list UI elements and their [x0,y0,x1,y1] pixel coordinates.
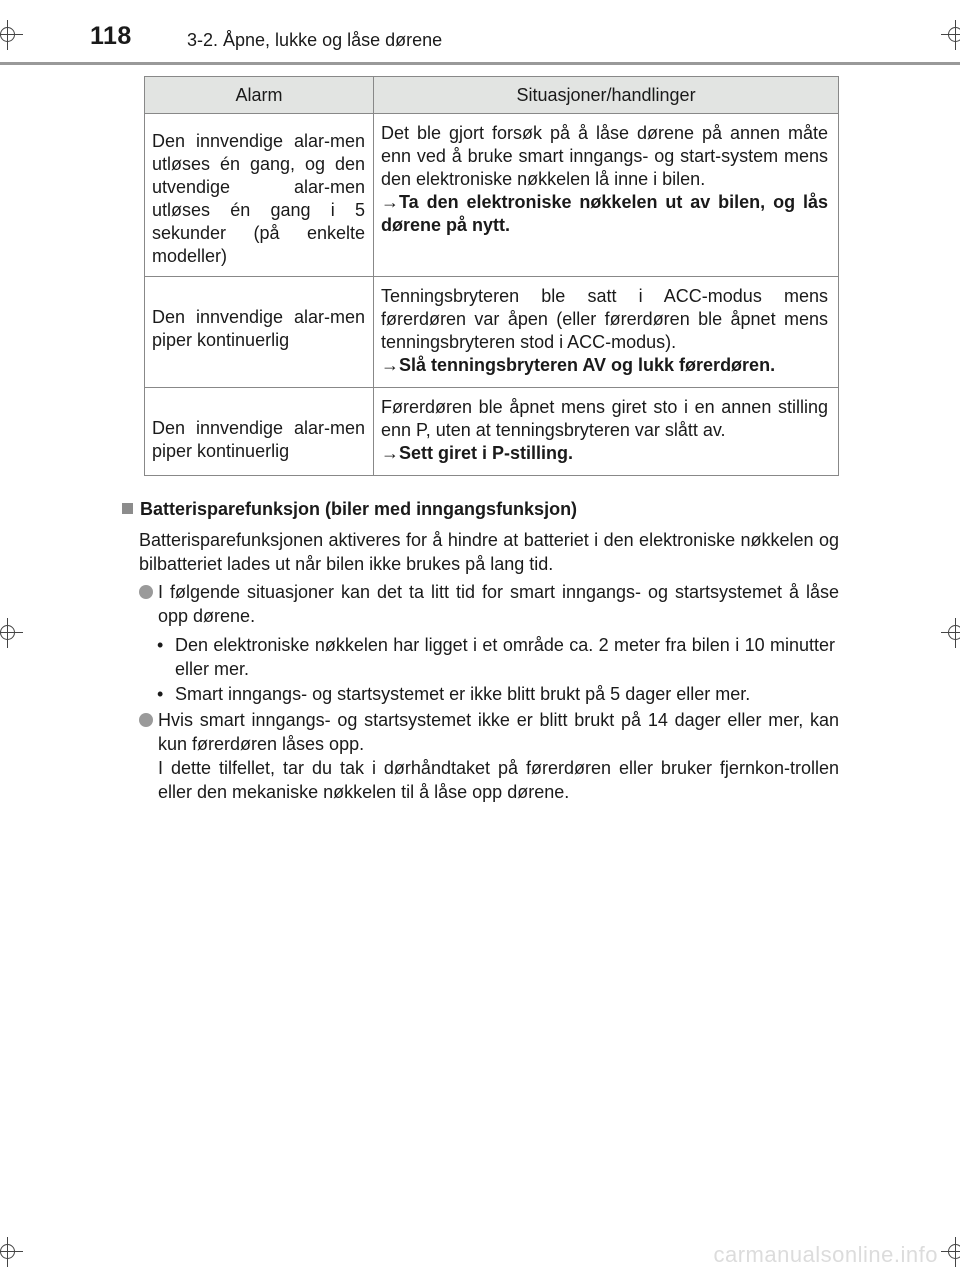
sub-list-item [155,633,835,681]
circle-bullet-icon [139,585,153,599]
bullet-dot-icon: • [157,635,164,655]
circle-bullet-icon [139,713,153,727]
list-item-text: I følgende situasjoner kan det ta litt tid for smart inngangs- og startsystemet å låse opp dørene. [158,582,839,626]
crop-mark-mid-right [941,618,960,648]
alarm-cell: Den innvendige alar-men piper kontinuerlig [145,277,374,388]
page-number: 118 [90,22,132,50]
situation-text: Førerdøren ble åpnet mens giret sto i en annen stilling enn P, uten at tenningsbryteren var slått av. [381,397,828,440]
alarm-cell: Den innvendige alar-men utløses én gang, og den utvendige alar-men utløses én gang i 5 sekunder (på enkelte modeller) [145,114,374,277]
action-text: Sett giret i P-stilling. [399,443,574,463]
watermark: carmanualsonline.info [713,1242,938,1267]
table-row [145,277,839,388]
situation-cell [374,277,839,388]
square-bullet-icon [122,503,133,514]
alarm-cell: Den innvendige alar-men piper kontinuerlig [145,388,374,476]
table-row [145,114,839,277]
list-item [139,580,839,628]
arrow-icon: → [381,443,399,463]
situation-cell [374,114,839,277]
list-item-text: Hvis smart inngangs- og startsystemet ikke er blitt brukt på 14 dager eller mer, kan kun førerdøren låses opp. [158,710,839,754]
alarm-table [144,76,839,476]
crop-mark-top-left [0,20,23,50]
column-header-situation: Situasjoner/handlinger [374,77,839,114]
section-intro: Batterisparefunksjonen aktiveres for å hindre at batteriet i den elektroniske nøkkelen og bilbatteriet lades ut når bilen ikke brukes på lang tid. [139,530,839,574]
section-heading [122,499,577,520]
column-header-alarm: Alarm [145,77,374,114]
arrow-icon: → [381,355,399,375]
crop-mark-top-right [941,20,960,50]
list-item [139,708,839,804]
list-item-text-continued: I dette tilfellet, tar du tak i dørhåndtaket på førerdøren eller bruker fjernkon-trollen eller den mekaniske nøkkelen til å låse opp dørene. [158,758,839,802]
crop-mark-mid-left [0,618,23,648]
sub-list-item-text: Den elektroniske nøkkelen har ligget i et område ca. 2 meter fra bilen i 10 minutter eller mer. [175,635,835,679]
header-rule [0,62,960,65]
crop-mark-bottom-left [0,1237,23,1267]
action-text: Slå tenningsbryteren AV og lukk førerdøren. [399,355,776,375]
section-heading-text: Batterisparefunksjon (biler med inngangsfunksjon) [140,499,578,519]
chapter-title: 3-2. Åpne, lukke og låse dørene [187,30,443,50]
table-header-row [145,77,839,114]
situation-text: Tenningsbryteren ble satt i ACC-modus mens førerdøren var åpen (eller førerdøren ble åpnet mens tenningsbryteren stod i ACC-modus). [381,286,828,352]
situation-text: Det ble gjort forsøk på å låse dørene på annen måte enn ved å bruke smart inngangs- og start-system mens den elektroniske nøkkelen lå inne i bilen. [381,123,828,189]
bullet-dot-icon: • [157,684,164,704]
arrow-icon: → [381,192,399,212]
sub-list-item [155,682,835,706]
crop-mark-bottom-right [941,1237,960,1267]
action-text: Ta den elektroniske nøkkelen ut av bilen, og lås dørene på nytt. [381,192,828,235]
sub-list-item-text: Smart inngangs- og startsystemet er ikke blitt brukt på 5 dager eller mer. [175,684,751,704]
table-row [145,388,839,476]
situation-cell [374,388,839,476]
